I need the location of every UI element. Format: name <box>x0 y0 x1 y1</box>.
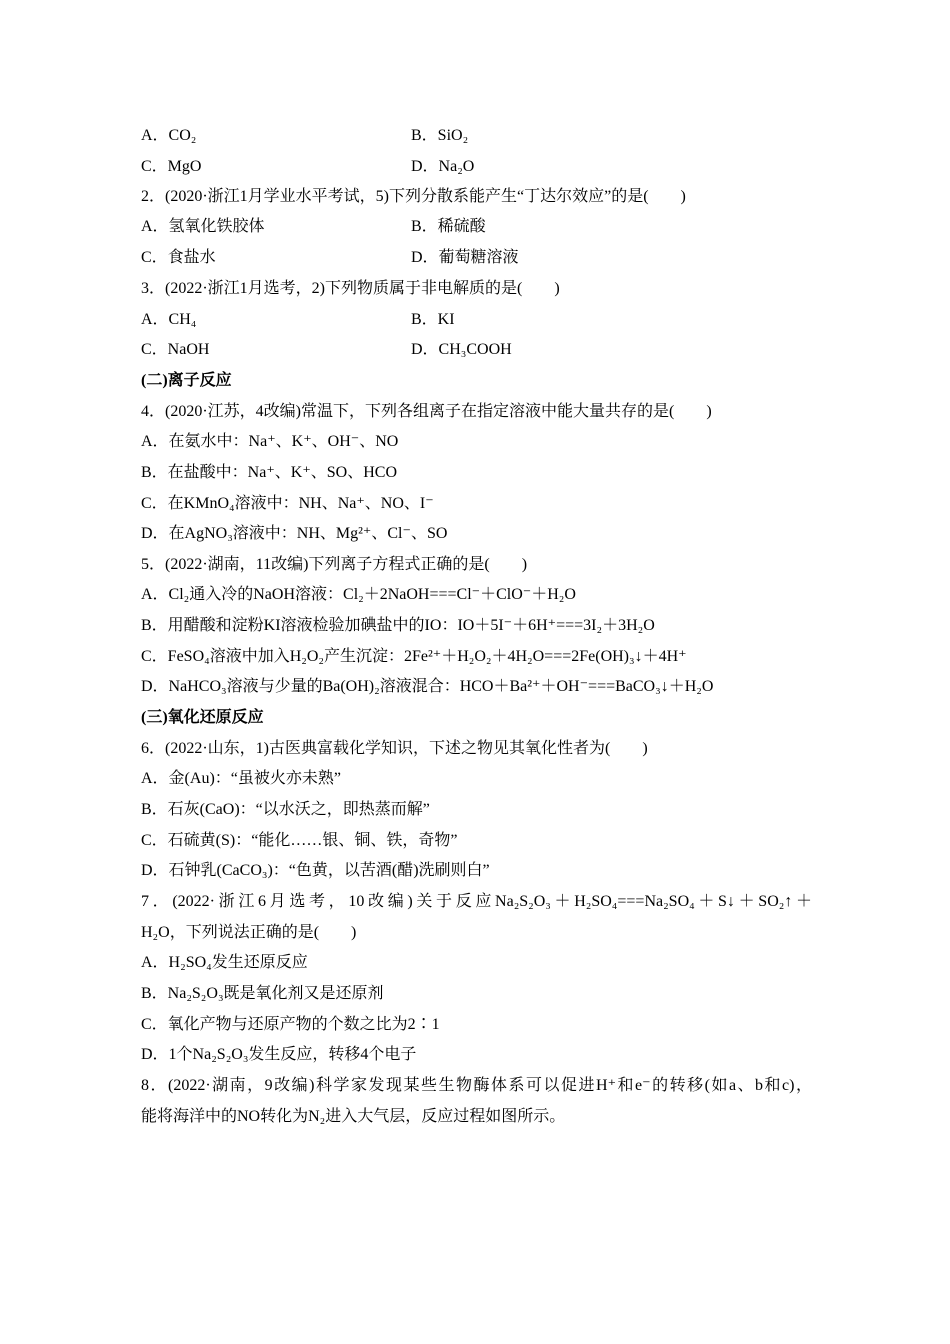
option-a: A．CH₄ <box>141 311 197 328</box>
option-d: D．Na₂O <box>411 158 475 175</box>
option-b: B．KI <box>411 311 455 328</box>
option-c: C．MgO <box>141 158 202 175</box>
question-4: 4．(2020·江苏，4改编)常温下，下列各组离子在指定溶液中能大量共存的是( ) <box>141 403 712 420</box>
option-d: D．CH₃COOH <box>411 341 512 358</box>
option-c: C．石硫黄(S)：“能化……银、铜、铁，奇物” <box>141 832 458 849</box>
question-3: 3．(2022·浙江1月选考，2)下列物质属于非电解质的是( ) <box>141 280 560 297</box>
option-d: D．1个Na₂S₂O₃发生反应，转移4个电子 <box>141 1046 417 1063</box>
question-6: 6．(2022·山东，1)古医典富载化学知识，下述之物见其氧化性者为( ) <box>141 740 648 757</box>
question-8: 8．(2022·湖南，9改编)科学家发现某些生物酶体系可以促进H⁺和e⁻的转移(如a、b和c)， <box>141 1077 812 1094</box>
option-b: B．用醋酸和淀粉KI溶液检验加碘盐中的IO：IO＋5I⁻＋6H⁺===3I₂＋3H₂O <box>141 617 655 634</box>
option-a: A．金(Au)：“虽被火亦未熟” <box>141 770 341 787</box>
section-heading-ion-reaction: (二)离子反应 <box>141 372 232 389</box>
option-row <box>141 212 812 242</box>
option-d: D．NaHCO₃溶液与少量的Ba(OH)₂溶液混合：HCO＋Ba²⁺＋OH⁻===BaCO₃↓＋H₂O <box>141 678 714 695</box>
question-8-continued: 能将海洋中的NO转化为N₂进入大气层，反应过程如图所示。 <box>141 1108 566 1125</box>
option-b: B．SiO₂ <box>411 127 469 144</box>
option-row <box>141 152 812 182</box>
option-row <box>141 243 812 273</box>
option-a: A．氢氧化铁胶体 <box>141 218 265 235</box>
option-d: D．石钟乳(CaCO₃)：“色黄，以苦酒(醋)洗刷则白” <box>141 862 490 879</box>
option-d: D．在AgNO₃溶液中：NH、Mg²⁺、Cl⁻、SO <box>141 525 448 542</box>
option-a: A．H₂SO₄发生还原反应 <box>141 954 308 971</box>
option-c: C．NaOH <box>141 341 210 358</box>
option-a: A．在氨水中：Na⁺、K⁺、OH⁻、NO <box>141 433 399 450</box>
option-c: C．在KMnO₄溶液中：NH、Na⁺、NO、I⁻ <box>141 495 434 512</box>
option-a: A．CO₂ <box>141 127 197 144</box>
option-b: B．石灰(CaO)：“以水沃之，即热蒸而解” <box>141 801 430 818</box>
option-d: D．葡萄糖溶液 <box>411 249 519 266</box>
option-row <box>141 305 812 335</box>
option-a: A．Cl₂通入冷的NaOH溶液：Cl₂＋2NaOH===Cl⁻＋ClO⁻＋H₂O <box>141 586 576 603</box>
option-row <box>141 121 812 151</box>
question-2: 2．(2020·浙江1月学业水平考试，5)下列分散系能产生“丁达尔效应”的是( ) <box>141 188 686 205</box>
option-b: B．稀硫酸 <box>411 218 486 235</box>
question-5: 5．(2022·湖南，11改编)下列离子方程式正确的是( ) <box>141 556 528 573</box>
option-c: C．FeSO₄溶液中加入H₂O₂产生沉淀：2Fe²⁺＋H₂O₂＋4H₂O===2Fe(OH)₃↓＋4H⁺ <box>141 648 687 665</box>
option-row <box>141 335 812 365</box>
question-7-continued: H₂O，下列说法正确的是( ) <box>141 924 357 941</box>
option-c: C．氧化产物与还原产物的个数之比为2∶1 <box>141 1016 440 1033</box>
section-heading-redox: (三)氧化还原反应 <box>141 709 264 726</box>
question-7: 7．(2022·浙江6月选考，10改编)关于反应Na₂S₂O₃＋H₂SO₄===Na₂SO₄＋S↓＋SO₂↑＋ <box>141 893 812 910</box>
option-b: B．Na₂S₂O₃既是氧化剂又是还原剂 <box>141 985 384 1002</box>
option-b: B．在盐酸中：Na⁺、K⁺、SO、HCO <box>141 464 398 481</box>
option-c: C．食盐水 <box>141 249 216 266</box>
